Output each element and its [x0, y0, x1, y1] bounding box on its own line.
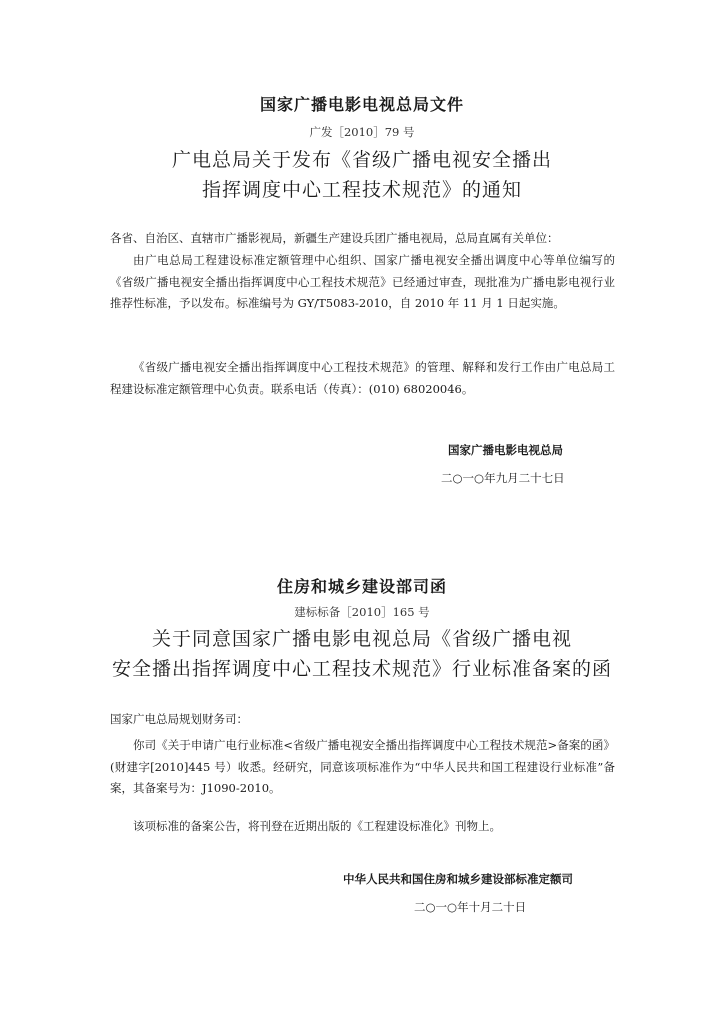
body-paragraph-2: 该项标准的备案公告，将刊登在近期出版的《工程建设标准化》刊物上。 — [133, 819, 501, 833]
signer: 中华人民共和国住房和城乡建设部标准定额司 — [343, 872, 573, 886]
addressee-line: 各省、自治区、直辖市广播影视局，新疆生产建设兵团广播电视局，总局直属有关单位： — [110, 231, 559, 245]
body-paragraph-1: 由广电总局工程建设标准定额管理中心组织、国家广播电视安全播出调度中心等单位编写的《省级广播电视安全播出指挥调度中心工程技术规范》已经通过审查，现批准为广播电影电视行业推荐性标准，予以发布。标准编号为 GY/T5083-2010，自 2010 年 11 月 1 日起实施。 — [110, 253, 615, 310]
issue-date: 二○一○年九月二十七日 — [441, 471, 565, 485]
issuer-header: 住房和城乡建设部司函 — [276, 577, 447, 596]
title-line-2: 指挥调度中心工程技术规范》的通知 — [201, 179, 522, 201]
issuer-header: 国家广播电影电视总局文件 — [259, 95, 464, 114]
title-line-2: 安全播出指挥调度中心工程技术规范》行业标准备案的函 — [111, 658, 612, 680]
title-line-1: 关于同意国家广播电影电视总局《省级广播电视 — [151, 628, 572, 650]
addressee-line: 国家广电总局规划财务司： — [110, 712, 248, 726]
body-paragraph-2: 《省级广播电视安全播出指挥调度中心工程技术规范》的管理、解释和发行工作由广电总局工程建设标准定额管理中心负责。联系电话（传真）：(010) 68020046。 — [110, 360, 615, 396]
title-line-1: 广电总局关于发布《省级广播电视安全播出 — [171, 149, 552, 171]
document-number: 建标标备［2010］165 号 — [294, 605, 430, 619]
document-title — [0, 624, 724, 684]
body-paragraph-1: 你司《关于申请广电行业标准<省级广播电视安全播出指挥调度中心工程技术规范>备案的函》(财建字[2010]445 号）收悉。经研究，同意该项标准作为“中华人民共和国工程建设行业标准”备案，其备案号为：J1090-2010。 — [110, 738, 615, 795]
document-number: 广发［2010］79 号 — [309, 125, 415, 139]
issue-date: 二○一○年十月二十日 — [414, 900, 527, 914]
signer: 国家广播电影电视总局 — [448, 443, 563, 457]
document-title — [0, 145, 724, 205]
